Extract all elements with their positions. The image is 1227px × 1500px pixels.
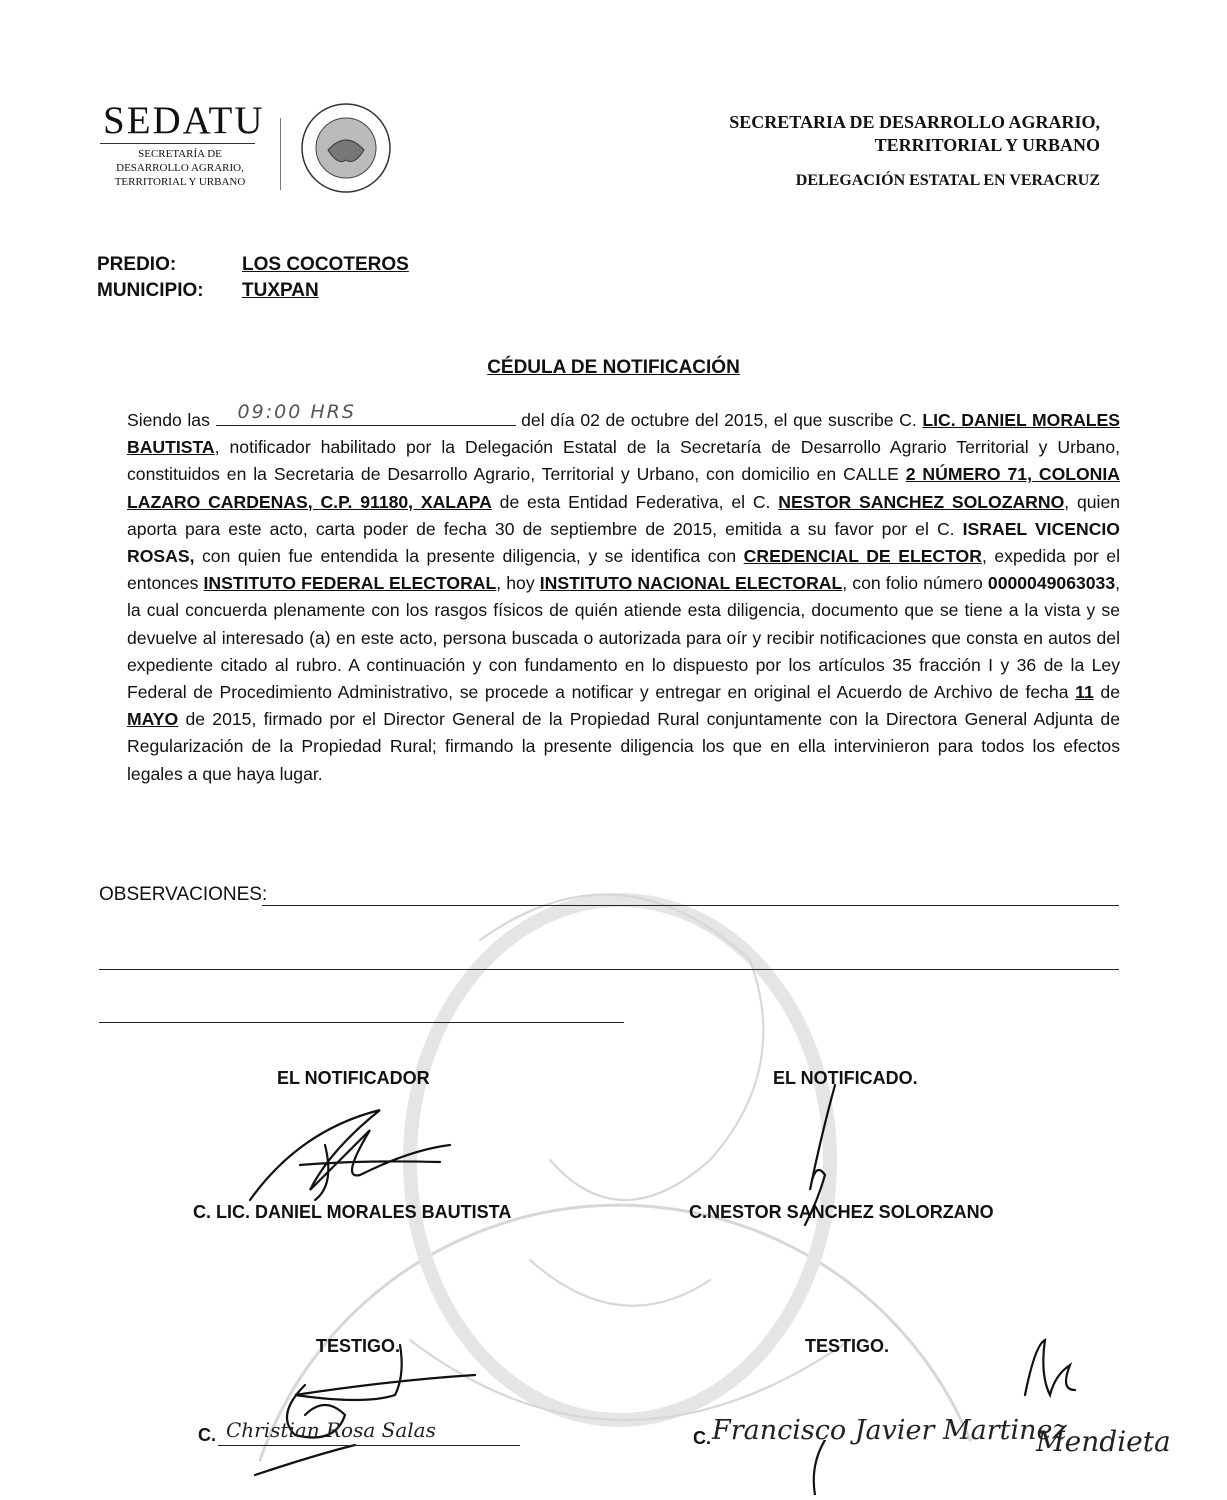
handwritten-time: 09:00 HRS <box>237 401 356 423</box>
notificado-printed-name: C.NESTOR SANCHEZ SOLORZANO <box>689 1202 994 1222</box>
body-text: con quien fue entendida la presente diligencia, y se identifica con <box>194 546 744 567</box>
header-line2: TERRITORIAL Y URBANO <box>874 135 1100 155</box>
testigo1-handwritten-name: Christian Rosa Salas <box>226 1418 436 1442</box>
folio-number: 0000049063033 <box>987 573 1116 594</box>
notificador-printed-name: C. LIC. DANIEL MORALES BAUTISTA <box>193 1202 512 1222</box>
testigo2-signature-stroke <box>800 1440 840 1495</box>
mexico-seal-icon <box>298 100 394 196</box>
municipio-value: TUXPAN <box>242 280 319 301</box>
logo-separator <box>280 118 281 190</box>
notificador-title: EL NOTIFICADOR <box>277 1068 430 1088</box>
testigo1-title: TESTIGO. <box>316 1336 401 1356</box>
body-text: , expedida por el entonces <box>127 546 1120 594</box>
testigo1-prefix: C. <box>198 1425 216 1445</box>
header-secretaria <box>620 111 1100 157</box>
identificacion: CREDENCIAL DE ELECTOR <box>743 546 982 567</box>
observaciones-line <box>262 905 1119 906</box>
acuerdo-month: MAYO <box>127 709 179 730</box>
body-text: , con folio número <box>842 573 988 594</box>
logo-divider <box>100 143 255 144</box>
notification-body <box>127 401 1121 788</box>
observaciones-line <box>99 1022 624 1023</box>
body-text: de 2015, firmado por el Director General de la Propiedad Rural conjuntamente con la Directora General Adjunta de Regularización de la Propiedad Rural; firmando la presente diligencia los que en ella intervinieron para todos los efectos legales a que haya lugar. <box>127 709 1120 784</box>
predio-label: PREDIO: <box>97 254 177 275</box>
observaciones-label: OBSERVACIONES: <box>99 884 268 905</box>
acuerdo-day: 11 <box>1075 682 1094 703</box>
logo-subtitle-line: SECRETARÍA DE <box>138 148 222 160</box>
notificado-name: NESTOR SANCHEZ SOLOZARNO <box>778 491 1065 512</box>
notificador-signature <box>240 1090 500 1210</box>
notificador-name: LIC. DANIEL MORALES BAUTISTA <box>127 410 1120 458</box>
municipio-label: MUNICIPIO: <box>97 280 204 301</box>
body-text: , quien aporta para este acto, carta poder de fecha 30 de septiembre de 2015, emitida a su favor por el C. <box>127 491 1121 539</box>
body-text: Siendo las <box>127 410 210 430</box>
ine: INSTITUTO NACIONAL ELECTORAL <box>539 573 843 594</box>
testigo1-signature <box>235 1335 495 1495</box>
observaciones-line <box>99 969 1119 970</box>
sedatu-logo-wordmark: SEDATU <box>103 99 265 142</box>
header-line1: SECRETARIA DE DESARROLLO AGRARIO, <box>729 112 1100 132</box>
testigo1-line <box>218 1445 520 1446</box>
body-text: , la cual concuerda plenamente con los rasgos físicos de quién atiende esta diligencia, documento que se tiene a la vista y se devuelve al interesado (a) en este acto, persona buscada o autorizada para oír y recibir notificaciones que consta en autos del expediente citado al rubro. A continuación y con fundamento en lo dispuesto por los artículos 35 fracción I y 36 de la Ley Federal de Procedimiento Administrativo, se procede a notificar y entregar en original el Acuerdo de Archivo de fecha <box>127 573 1121 703</box>
notificado-title: EL NOTIFICADO. <box>773 1068 918 1088</box>
body-text: del día 02 de octubre del 2015, el que suscribe C. <box>515 410 923 430</box>
document-title: CÉDULA DE NOTIFICACIÓN <box>487 357 740 378</box>
testigo2-initials <box>1020 1335 1080 1405</box>
testigo2-handwritten-name: Francisco Javier Martinez <box>712 1415 1067 1446</box>
body-text: de <box>1093 682 1120 703</box>
otorgante-name: ISRAEL VICENCIO ROSAS, <box>127 518 1120 567</box>
time-field <box>216 401 516 426</box>
testigo2-prefix: C. <box>693 1428 711 1448</box>
domicilio: 2 NÚMERO 71, COLONIA LAZARO CARDENAS, C.P. 91180, XALAPA <box>127 464 1120 512</box>
logo-subtitle <box>100 147 260 189</box>
logo-subtitle-line: DESARROLLO AGRARIO, <box>116 162 244 174</box>
ife: INSTITUTO FEDERAL ELECTORAL <box>203 573 497 594</box>
predio-value: LOS COCOTEROS <box>242 254 409 275</box>
logo-subtitle-line: TERRITORIAL Y URBANO <box>114 176 246 188</box>
body-text: , hoy <box>496 573 540 594</box>
testigo2-handwritten-surname: Mendieta <box>1036 1425 1171 1458</box>
testigo2-title: TESTIGO. <box>805 1336 890 1356</box>
body-text: , notificador habilitado por la Delegación Estatal de la Secretaría de Desarrollo Agrario Territorial y Urbano, constituidos en la Secretaria de Desarrollo Agrario, Territorial y Urbano, con domicilio en CALLE <box>127 437 1120 485</box>
header-delegacion: DELEGACIÓN ESTATAL EN VERACRUZ <box>795 172 1100 189</box>
body-text: de esta Entidad Federativa, el C. <box>491 491 779 512</box>
